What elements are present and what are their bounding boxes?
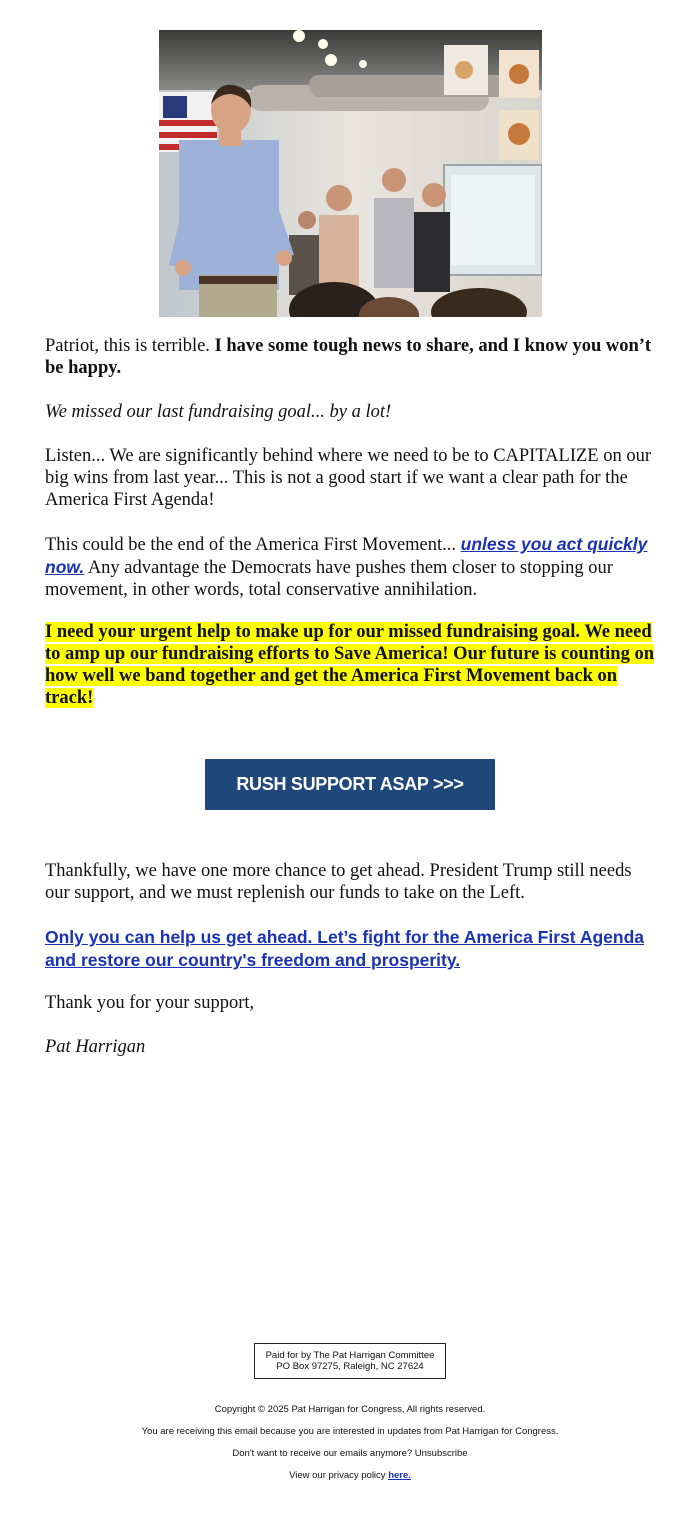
privacy-link[interactable]: here. xyxy=(388,1470,411,1481)
paid-line-2: PO Box 97275, Raleigh, NC 27624 xyxy=(276,1361,424,1372)
signature xyxy=(45,1036,657,1058)
intro-plain-text: Patriot, this is terrible. xyxy=(45,336,215,356)
rush-support-button[interactable]: RUSH SUPPORT ASAP >>> xyxy=(205,759,495,810)
act-quickly-link[interactable]: unless you act quickly now. xyxy=(45,534,648,577)
unsubscribe-line[interactable]: Don't want to receive our emails anymore? Unsubscribe xyxy=(232,1448,468,1459)
hero-image xyxy=(159,30,542,317)
end-after-text: Any advantage the Democrats have pushes them closer to stopping our movement, in other words, total conservative annihilation. xyxy=(45,558,613,600)
fight-link[interactable]: Only you can help us get ahead. Let’s fight for the America First Agenda and restore our country's freedom and prosperity. xyxy=(45,927,644,970)
paid-for-box xyxy=(254,1343,446,1379)
urgent-help-paragraph xyxy=(45,621,657,709)
missed-goal-text: We missed our last fundraising goal... by a lot! xyxy=(45,402,392,422)
thankfully-paragraph: Thankfully, we have one more chance to get ahead. President Trump still needs our support, and we must replenish our funds to take on the Left. xyxy=(45,861,632,903)
behind-paragraph: Listen... We are significantly behind where we need to be to CAPITALIZE on our big wins from last year... This is not a good start if we want a clear path for the America First Agenda! xyxy=(45,446,651,510)
fight-paragraph xyxy=(45,926,657,972)
privacy-line xyxy=(0,1470,700,1481)
paid-line-1: Paid for by The Pat Harrigan Committee xyxy=(265,1350,435,1361)
signature-name: Pat Harrigan xyxy=(45,1037,146,1057)
receiving-line: You are receiving this email because you are interested in updates from Pat Harrigan for Congress. xyxy=(141,1426,559,1437)
campaign-event-photo xyxy=(159,30,542,317)
end-of-movement-paragraph xyxy=(45,533,657,601)
end-before-text: This could be the end of the America First Movement... xyxy=(45,535,461,555)
copyright-line: Copyright © 2025 Pat Harrigan for Congress, All rights reserved. xyxy=(214,1404,486,1415)
privacy-prefix: View our privacy policy xyxy=(289,1470,389,1481)
intro-bold-text: I have some tough news to share, and I know you won’t be happy. xyxy=(45,336,652,378)
missed-goal-paragraph xyxy=(45,401,657,423)
intro-paragraph xyxy=(45,335,657,379)
thank-you-line: Thank you for your support, xyxy=(45,993,255,1013)
urgent-help-highlight: I need your urgent help to make up for our missed fundraising goal. We need to amp up our fundraising efforts to Save America! Our future is counting on how well we band together and get the America First Movement back on track! xyxy=(45,622,654,708)
